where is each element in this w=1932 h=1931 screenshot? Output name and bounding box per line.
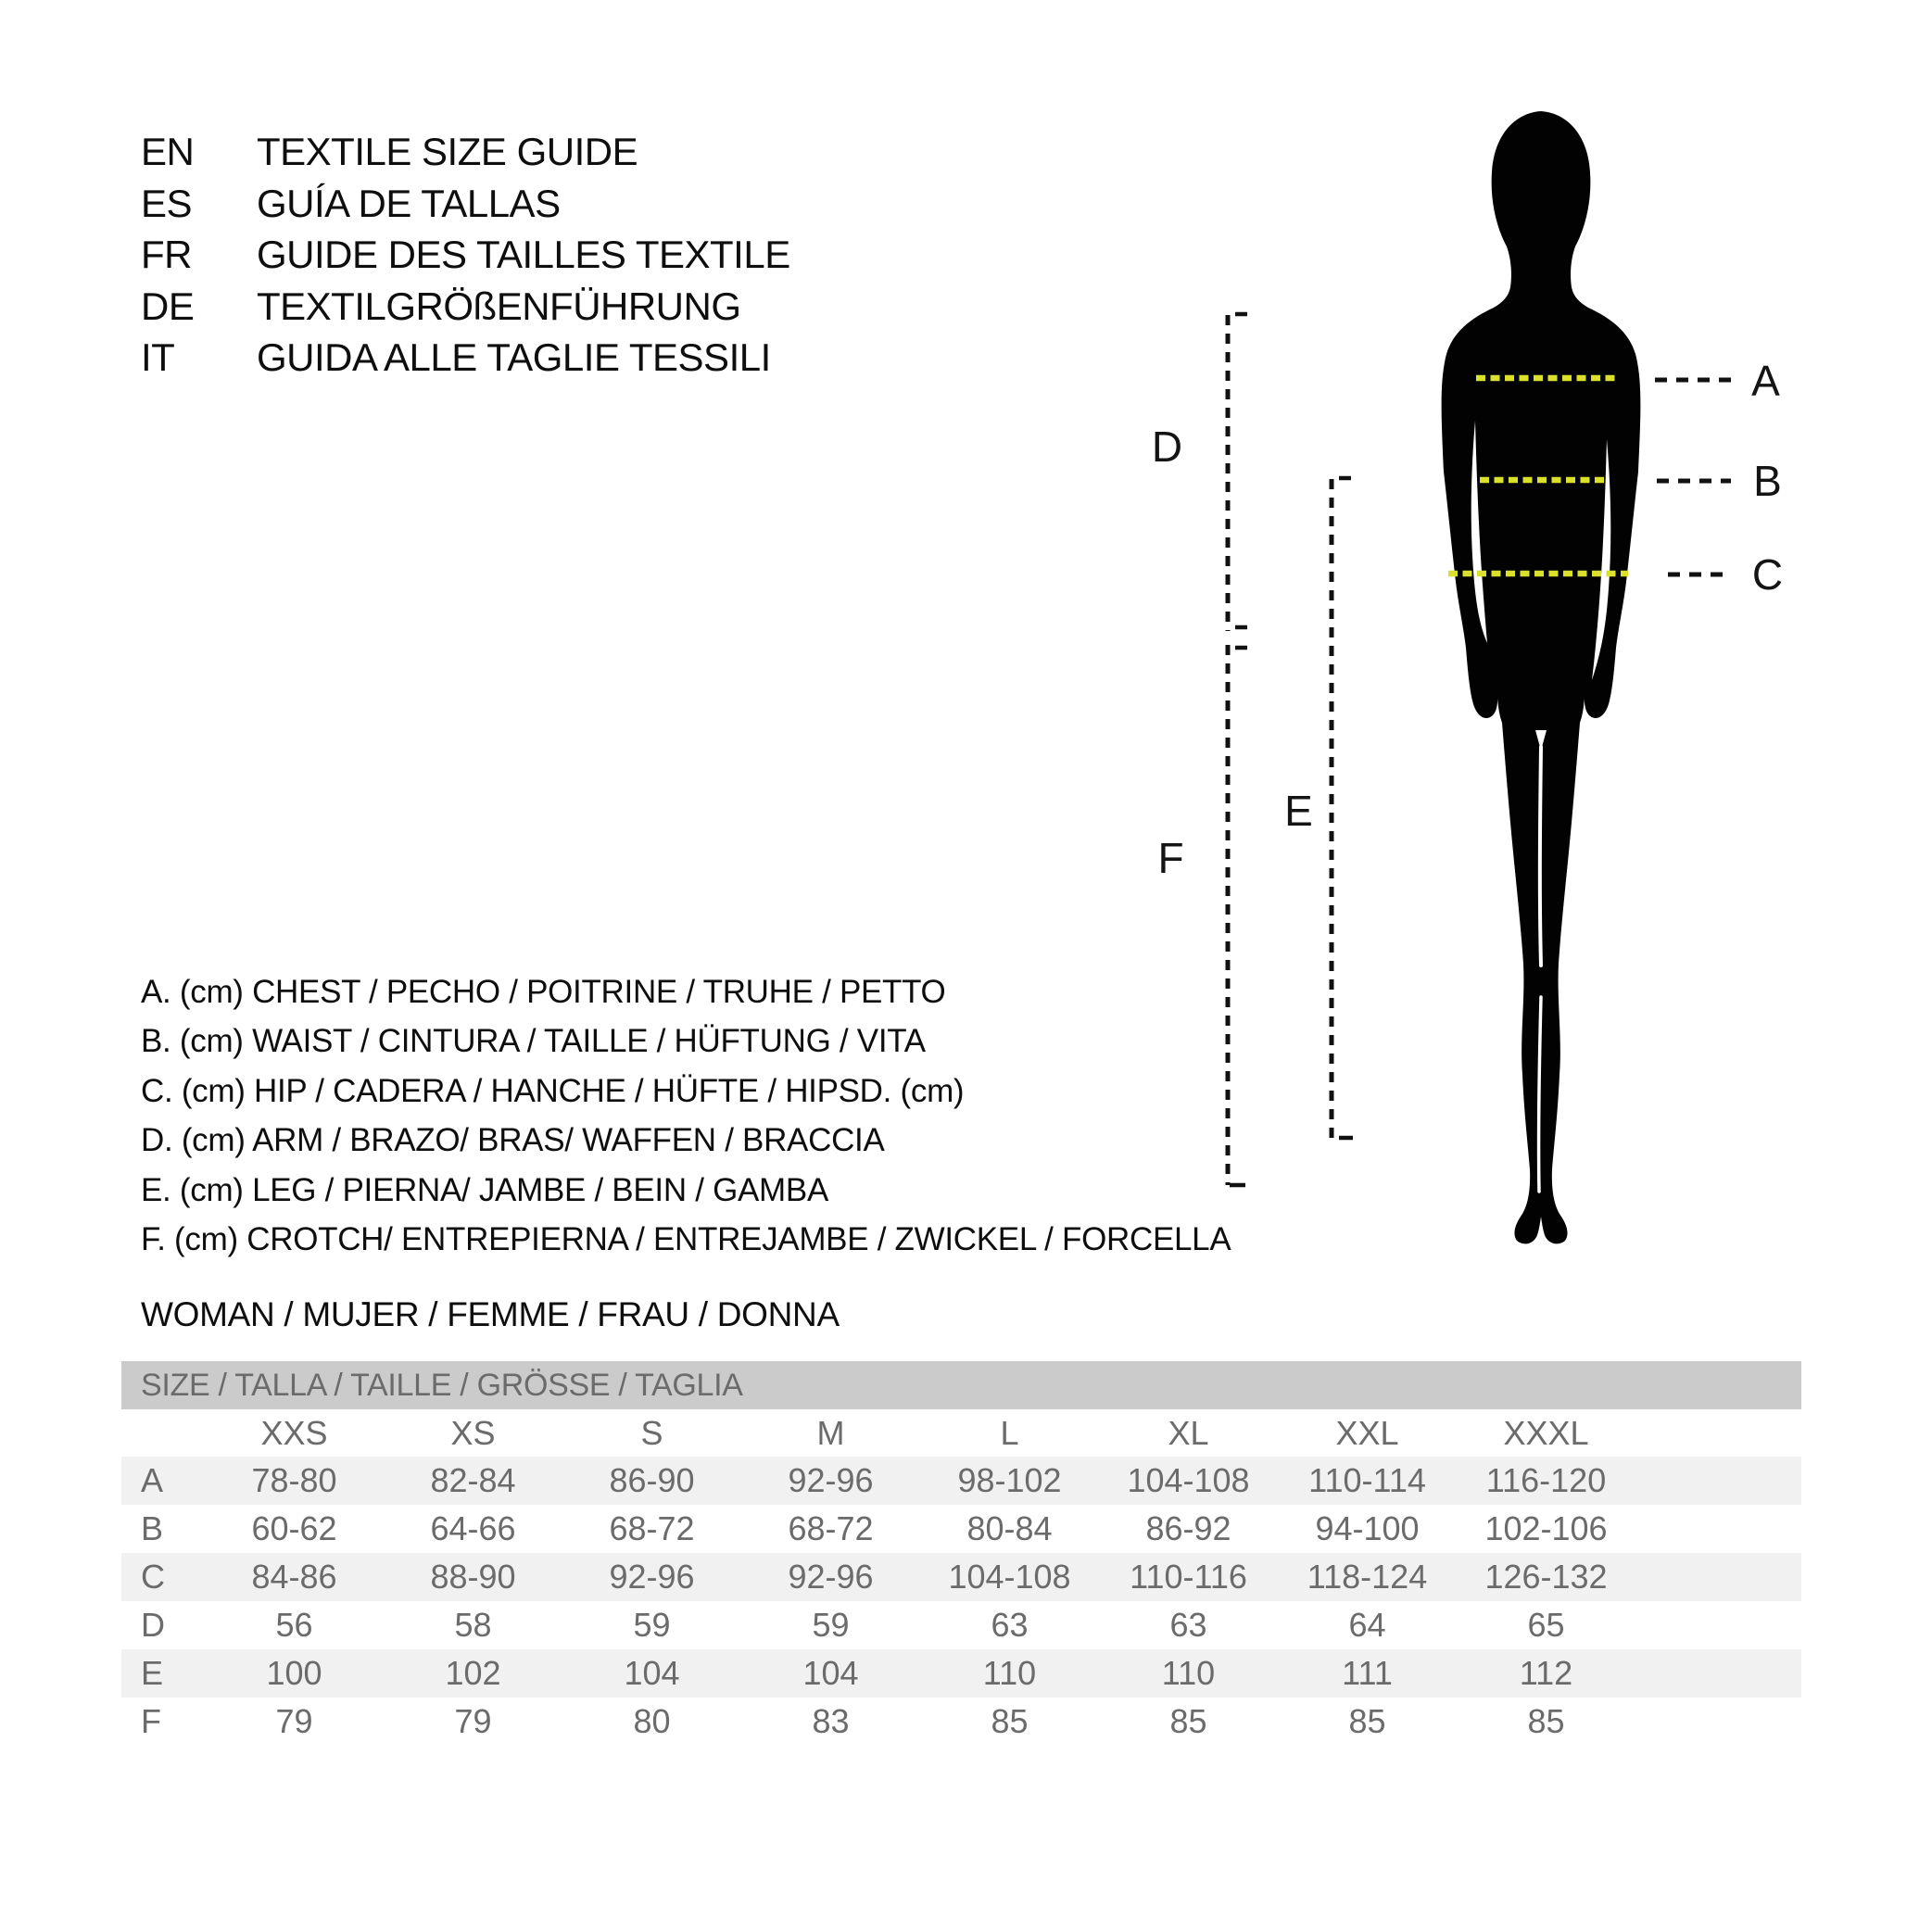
- table-cell: 80: [633, 1702, 671, 1740]
- legend-line-crotch: F. (cm) CROTCH/ ENTREPIERNA / ENTREJAMBE / ZWICKEL / FORCELLA: [141, 1221, 1231, 1258]
- table-row-chest: [121, 1457, 1801, 1505]
- language-code: ES: [141, 181, 193, 225]
- table-cell: 85: [1527, 1702, 1565, 1740]
- table-cell: 60-62: [251, 1509, 337, 1547]
- table-cell: 85: [1169, 1702, 1207, 1740]
- language-code: DE: [141, 284, 195, 328]
- table-row-leg: [121, 1649, 1801, 1698]
- table-cell: 104-108: [1127, 1461, 1250, 1499]
- table-cell: 102: [445, 1654, 501, 1692]
- table-cell: 92-96: [788, 1558, 874, 1596]
- size-col-header: S: [640, 1413, 663, 1452]
- table-cell: 59: [633, 1606, 671, 1644]
- legend-line-arm: D. (cm) ARM / BRAZO/ BRAS/ WAFFEN / BRACCIA: [141, 1122, 885, 1159]
- table-cell: 116-120: [1485, 1461, 1607, 1499]
- table-cell: 79: [275, 1702, 313, 1740]
- marker-label-leg: E: [1284, 787, 1312, 835]
- table-cell: 85: [991, 1702, 1029, 1740]
- table-cell: 85: [1348, 1702, 1386, 1740]
- language-row-en: [141, 126, 790, 178]
- table-cell: 110: [1161, 1654, 1216, 1692]
- row-label: B: [141, 1509, 164, 1547]
- row-label: D: [141, 1606, 165, 1644]
- legend-line-chest: A. (cm) CHEST / PECHO / POITRINE / TRUHE / PETTO: [141, 974, 946, 1010]
- table-cell: 56: [275, 1606, 313, 1644]
- table-cell: 86-90: [609, 1461, 695, 1499]
- table-cell: 112: [1519, 1654, 1573, 1692]
- table-cell: 100: [266, 1654, 322, 1692]
- legend-line-hip: C. (cm) HIP / CADERA / HANCHE / HÜFTE / HIPSD. (cm): [141, 1072, 965, 1109]
- table-row-hip: [121, 1553, 1801, 1601]
- table-cell: 110-114: [1308, 1461, 1426, 1499]
- table-cell: 68-72: [788, 1509, 874, 1547]
- table-cell: 92-96: [609, 1558, 695, 1596]
- table-cell: 78-80: [251, 1461, 337, 1499]
- table-cell: 80-84: [966, 1509, 1053, 1547]
- gender-title: WOMAN / MUJER / FEMME / FRAU / DONNA: [141, 1295, 840, 1333]
- table-row-crotch: [121, 1698, 1801, 1746]
- table-cell: 92-96: [788, 1461, 874, 1499]
- table-cell: 104: [802, 1654, 859, 1692]
- measurement-legend: [141, 967, 1231, 1264]
- row-label: E: [141, 1654, 164, 1692]
- size-col-header: XXL: [1335, 1413, 1399, 1452]
- table-cell: 88-90: [430, 1558, 516, 1596]
- language-header: [141, 126, 790, 384]
- language-row-it: [141, 332, 790, 384]
- size-col-header: XXXL: [1503, 1413, 1589, 1452]
- table-cell: 65: [1527, 1606, 1565, 1644]
- thigh-gap: [1540, 747, 1541, 966]
- legend-line-waist: B. (cm) WAIST / CINTURA / TAILLE / HÜFTUNG / VITA: [141, 1023, 926, 1060]
- table-cell: 110: [982, 1654, 1037, 1692]
- table-cell: 84-86: [251, 1558, 337, 1596]
- woman-silhouette: [1442, 111, 1641, 1243]
- table-cell: 59: [812, 1606, 850, 1644]
- guide-title: TEXTILE SIZE GUIDE: [257, 130, 638, 173]
- table-cell: 126-132: [1484, 1558, 1608, 1596]
- table-row-waist: [121, 1505, 1801, 1553]
- language-code: FR: [141, 233, 192, 276]
- table-cell: 63: [1169, 1606, 1207, 1644]
- size-col-header: M: [816, 1413, 845, 1452]
- size-col-header: L: [1000, 1413, 1019, 1452]
- guide-title: TEXTILGRÖßENFÜHRUNG: [257, 284, 741, 328]
- marker-label-arm: D: [1151, 423, 1182, 471]
- size-col-header: XL: [1168, 1413, 1209, 1452]
- marker-label-hip: C: [1751, 550, 1783, 599]
- size-table: [121, 1361, 1801, 1746]
- table-cell: 104-108: [948, 1558, 1071, 1596]
- language-row-fr: [141, 229, 790, 281]
- table-cell: 104: [624, 1654, 680, 1692]
- row-label: C: [141, 1558, 165, 1596]
- table-cell: 111: [1342, 1654, 1393, 1692]
- marker-label-chest: A: [1751, 357, 1779, 405]
- table-cell: 79: [454, 1702, 492, 1740]
- size-col-header: XS: [450, 1413, 496, 1452]
- table-cell: 110-116: [1130, 1558, 1247, 1596]
- guide-title: GUIDE DES TAILLES TEXTILE: [257, 233, 790, 276]
- language-code: EN: [141, 130, 195, 173]
- table-cell: 64-66: [430, 1509, 516, 1547]
- marker-label-crotch: F: [1157, 834, 1183, 882]
- table-cell: 94-100: [1315, 1509, 1420, 1547]
- table-cell: 98-102: [957, 1461, 1062, 1499]
- size-header-row: [121, 1409, 1801, 1457]
- table-cell: 82-84: [430, 1461, 516, 1499]
- table-cell: 86-92: [1145, 1509, 1231, 1547]
- table-cell: 64: [1348, 1606, 1386, 1644]
- size-col-header: XXS: [260, 1413, 328, 1452]
- language-code: IT: [141, 335, 175, 379]
- guide-title: GUIDA ALLE TAGLIE TESSILI: [257, 335, 771, 379]
- guide-title: GUÍA DE TALLAS: [257, 181, 561, 225]
- table-cell: 102-106: [1484, 1509, 1608, 1547]
- table-cell: 63: [991, 1606, 1029, 1644]
- table-cell: 118-124: [1307, 1558, 1428, 1596]
- language-row-de: [141, 281, 790, 333]
- row-label: F: [141, 1702, 161, 1740]
- table-cell: 68-72: [609, 1509, 695, 1547]
- marker-label-waist: B: [1753, 457, 1781, 505]
- table-row-arm: [121, 1601, 1801, 1649]
- table-cell: 58: [454, 1606, 492, 1644]
- language-row-es: [141, 178, 790, 230]
- size-table-header-bar: SIZE / TALLA / TAILLE / GRÖSSE / TAGLIA: [121, 1361, 1801, 1409]
- row-label: A: [141, 1461, 164, 1499]
- legend-line-leg: E. (cm) LEG / PIERNA/ JAMBE / BEIN / GAMBA: [141, 1171, 828, 1208]
- table-cell: 83: [812, 1702, 850, 1740]
